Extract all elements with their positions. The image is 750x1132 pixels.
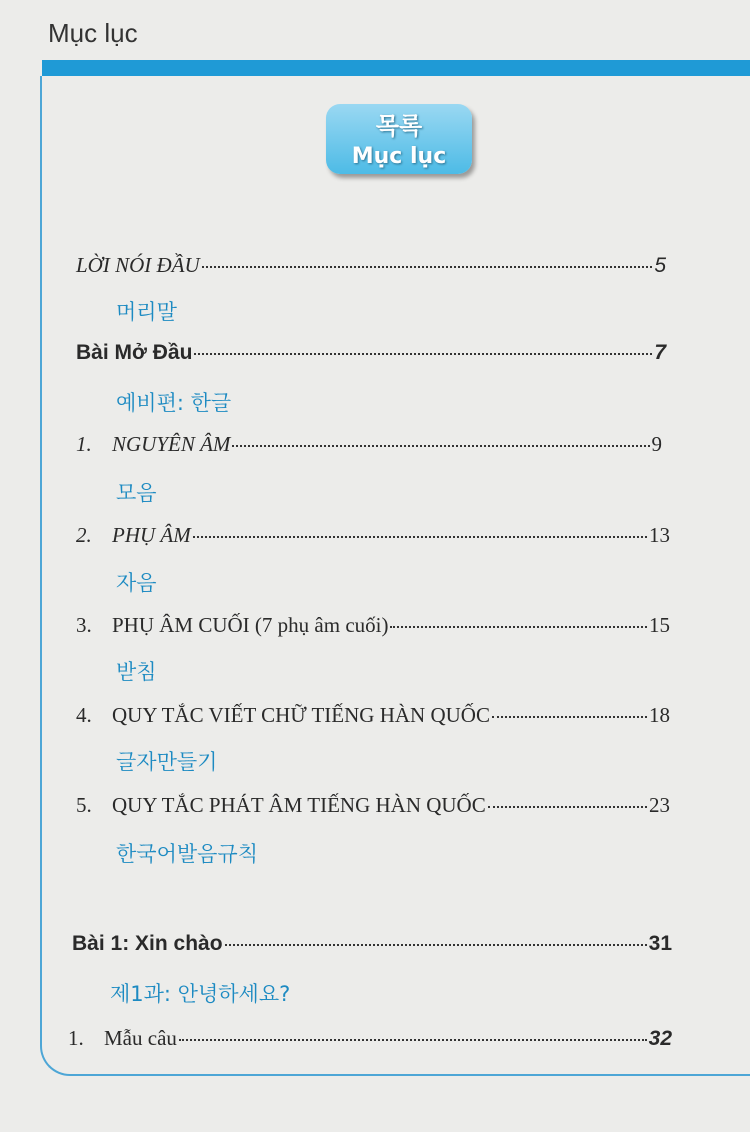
toc-entry-number: 1.	[68, 1026, 84, 1050]
toc-entry-page: 13	[649, 523, 670, 547]
toc-entry-number: 3.	[76, 613, 92, 637]
toc-entry-final-consonants[interactable]	[76, 613, 670, 638]
toc-entry-title: NGUYÊN ÂM	[112, 432, 231, 456]
toc-entry-title: Mẫu câu	[104, 1026, 177, 1050]
header-accent-bar	[42, 60, 750, 76]
toc-entry-writing-rules[interactable]	[76, 703, 670, 728]
toc-entry-sample-sentences[interactable]	[68, 1026, 672, 1051]
toc-entry-vowels[interactable]	[76, 432, 662, 457]
toc-entry-subtitle: 머리말	[116, 300, 177, 324]
toc-entry-subtitle: 자음	[116, 571, 157, 595]
toc-entry-title: LỜI NÓI ĐẦU	[76, 253, 200, 277]
toc-entry-page: 7	[654, 341, 666, 364]
toc-entry-page: 32	[648, 1027, 672, 1050]
toc-entry-page: 9	[651, 432, 662, 456]
toc-entry-subtitle: 제1과: 안녕하세요?	[110, 982, 291, 1006]
toc-entry-consonants[interactable]	[76, 523, 670, 548]
toc-entry-intro-lesson[interactable]	[76, 341, 666, 365]
toc-entry-pronunciation-rules[interactable]	[76, 793, 670, 818]
toc-entry-title: Bài 1: Xin chào	[72, 932, 223, 955]
toc-entry-subtitle: 모음	[116, 481, 157, 505]
toc-entry-page: 31	[648, 932, 672, 955]
badge-korean-title: 목록	[375, 112, 423, 140]
toc-entry-number: 4.	[76, 703, 92, 727]
toc-leader-dots	[179, 1039, 647, 1041]
toc-entry-page: 18	[649, 703, 670, 727]
toc-entry-subtitle: 글자만들기	[116, 750, 218, 774]
toc-leader-dots	[232, 445, 649, 447]
toc-leader-dots	[488, 806, 647, 808]
page-header-title: Mục lục	[48, 18, 138, 48]
toc-entry-page: 15	[649, 613, 670, 637]
toc-leader-dots	[225, 944, 647, 946]
toc-entry-lesson-1[interactable]	[72, 932, 672, 956]
toc-entry-title: QUY TẮC PHÁT ÂM TIẾNG HÀN QUỐC	[112, 793, 486, 817]
toc-entry-subtitle: 한국어발음규칙	[116, 842, 259, 866]
toc-entry-subtitle: 받침	[116, 660, 157, 684]
toc-leader-dots	[194, 353, 652, 355]
toc-entry-title: Bài Mở Đầu	[76, 341, 193, 364]
toc-entry-subtitle: 예비편: 한글	[116, 391, 232, 415]
toc-entry-number: 5.	[76, 793, 92, 817]
toc-leader-dots	[193, 536, 647, 538]
toc-title-badge	[326, 104, 472, 174]
toc-leader-dots	[390, 626, 647, 628]
toc-entry-page: 23	[649, 793, 670, 817]
toc-entry-number: 1.	[76, 432, 92, 456]
toc-entry-foreword[interactable]	[76, 253, 666, 278]
toc-leader-dots	[492, 716, 647, 718]
toc-entry-page: 5	[654, 254, 666, 277]
badge-vietnamese-title: Mục lục	[351, 144, 447, 169]
toc-entry-title: PHỤ ÂM CUỐI (7 phụ âm cuối)	[112, 613, 389, 637]
toc-entry-title: PHỤ ÂM	[112, 523, 191, 547]
toc-leader-dots	[202, 266, 653, 268]
toc-entry-title: QUY TẮC VIẾT CHỮ TIẾNG HÀN QUỐC	[112, 703, 490, 727]
toc-entry-number: 2.	[76, 523, 92, 547]
